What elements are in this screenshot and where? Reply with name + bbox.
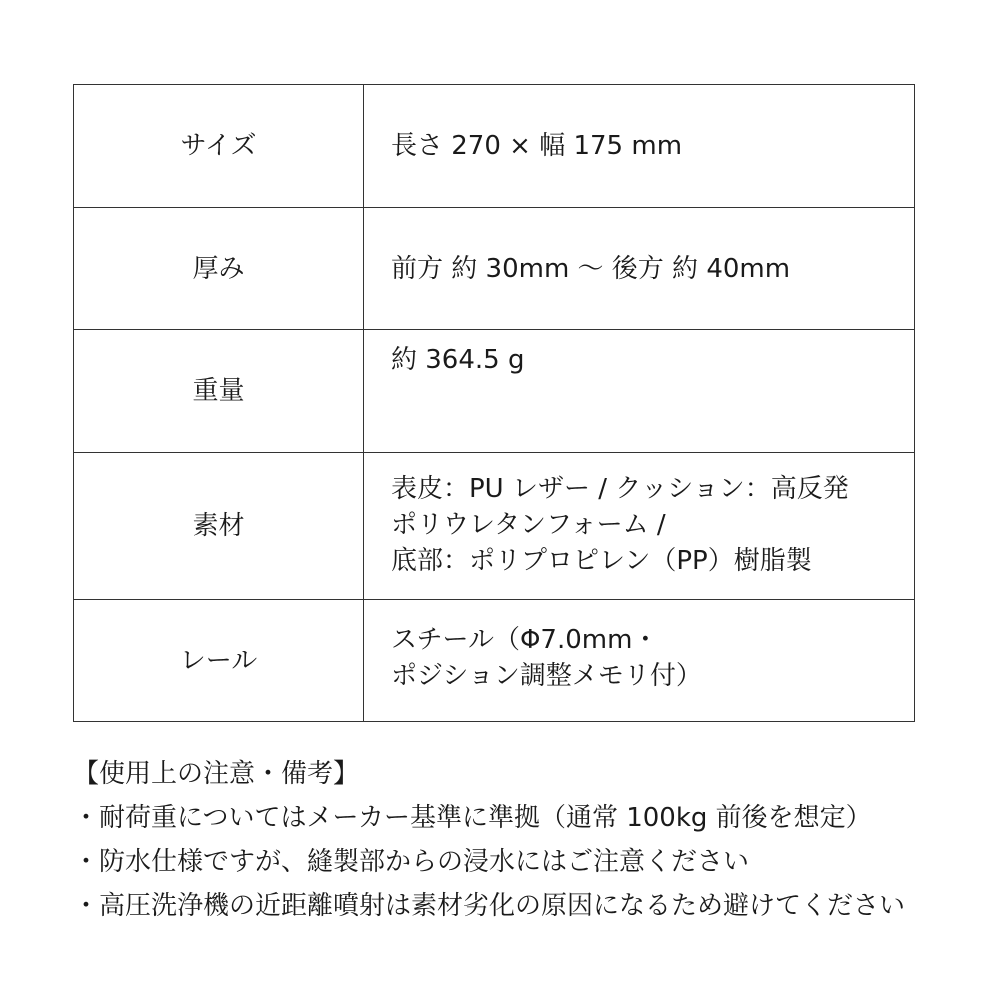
- spec-value-line: ポジション調整メモリ付）: [391, 661, 702, 691]
- spec-value: [364, 453, 915, 600]
- spec-row-material: [74, 453, 915, 600]
- notes-section: [73, 752, 993, 928]
- notes-item: ・耐荷重についてはメーカー基準に準拠（通常 100kg 前後を想定）: [73, 803, 872, 833]
- notes-heading: 【使用上の注意・備考】: [73, 759, 360, 789]
- spec-value-line: 約 364.5 g: [391, 345, 525, 375]
- notes-item: ・高圧洗浄機の近距離噴射は素材劣化の原因になるため避けてください: [73, 891, 906, 921]
- spec-value: [364, 600, 915, 722]
- spec-row-weight: [74, 330, 915, 453]
- spec-value: [364, 330, 915, 453]
- spec-table: [73, 84, 915, 722]
- spec-value-line: 前方 約 30mm ～ 後方 約 40mm: [391, 253, 791, 284]
- spec-label: サイズ: [74, 85, 364, 208]
- spec-label: 重量: [74, 330, 364, 453]
- spec-row-thickness: [74, 208, 915, 330]
- spec-value-line: ポリウレタンフォーム /: [391, 510, 666, 540]
- spec-value: [364, 85, 915, 208]
- spec-row-size: [74, 85, 915, 208]
- spec-row-rail: [74, 600, 915, 722]
- spec-label: 素材: [74, 453, 364, 600]
- spec-value-line: 表皮：PU レザー / クッション：高反発: [391, 474, 849, 504]
- spec-value-line: 長さ 270 × 幅 175 mm: [391, 131, 683, 161]
- spec-value-line: スチール（Φ7.0mm・: [391, 625, 659, 655]
- spec-label: 厚み: [74, 208, 364, 330]
- spec-label: レール: [74, 600, 364, 722]
- spec-value-line: 底部：ポリプロピレン（PP）樹脂製: [391, 546, 812, 576]
- spec-value: [364, 208, 915, 330]
- notes-item: ・防水仕様ですが、縫製部からの浸水にはご注意ください: [73, 847, 750, 877]
